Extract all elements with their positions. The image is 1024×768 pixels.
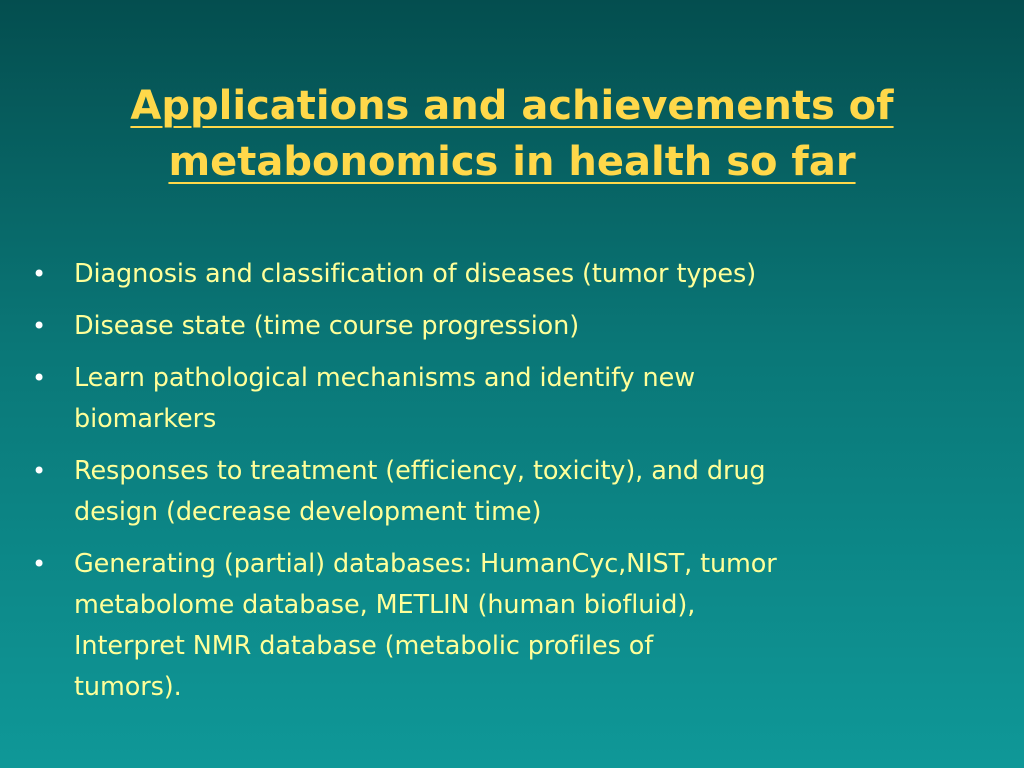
bullet-line: Interpret NMR database (metabolic profiles of (74, 631, 654, 661)
slide-title-line-2: metabonomics in health so far (168, 139, 856, 185)
bullet-line: Disease state (time course progression) (74, 311, 580, 341)
bullet-dot-icon: • (32, 260, 47, 288)
bullet-item (32, 306, 972, 347)
bullet-line: Diagnosis and classification of diseases (tumor types) (74, 259, 757, 289)
bullet-text (74, 451, 972, 533)
bullet-dot-icon: • (32, 457, 47, 485)
bullet-dot-icon: • (32, 364, 47, 392)
bullet-text (74, 358, 972, 440)
bullet-text (74, 254, 972, 295)
bullet-list (32, 254, 972, 719)
bullet-text (74, 306, 972, 347)
bullet-dot-icon: • (32, 312, 47, 340)
bullet-item (32, 544, 972, 708)
bullet-item (32, 451, 972, 533)
bullet-text (74, 544, 972, 708)
slide-title (40, 78, 984, 190)
bullet-line: design (decrease development time) (74, 497, 542, 527)
bullet-item (32, 358, 972, 440)
bullet-line: biomarkers (74, 404, 217, 434)
bullet-dot-icon: • (32, 550, 47, 578)
bullet-line: Responses to treatment (efficiency, toxicity), and drug (74, 456, 766, 486)
bullet-line: tumors). (74, 672, 182, 702)
slide-title-line-1: Applications and achievements of (130, 83, 894, 129)
bullet-line: Generating (partial) databases: HumanCyc,NIST, tumor (74, 549, 777, 579)
bullet-item (32, 254, 972, 295)
bullet-line: Learn pathological mechanisms and identify new (74, 363, 695, 393)
bullet-line: metabolome database, METLIN (human biofluid), (74, 590, 696, 620)
